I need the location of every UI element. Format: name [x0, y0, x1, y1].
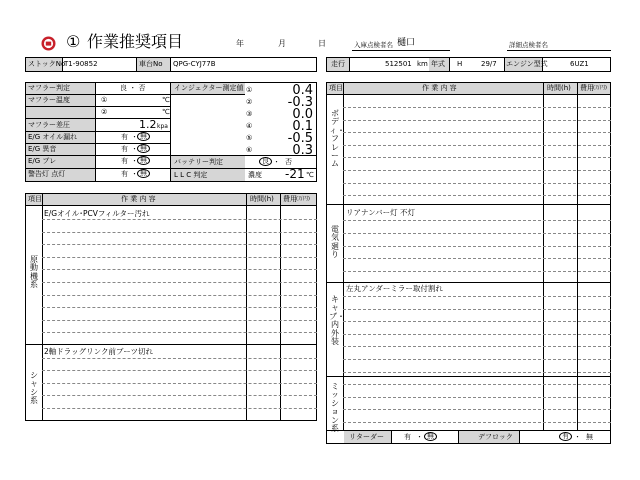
- injector-value-1[interactable]: 0.4: [292, 83, 313, 98]
- detail-inspector-label: 詳細点検者名: [509, 41, 548, 49]
- page-title: 作業推奨項目: [87, 32, 184, 51]
- left-entry-engine-1[interactable]: E/Gオイル･PCVフィルター汚れ: [44, 209, 150, 218]
- mileage-label: 走行: [331, 60, 345, 68]
- muffler-diff-unit: kpa: [157, 123, 168, 130]
- left-entry-chassis-1[interactable]: 2軸ドラッグリンク前ブーツ切れ: [44, 347, 153, 356]
- retarder-label: リターダー: [349, 433, 384, 441]
- day-label: 日: [318, 39, 326, 48]
- right-col-work: 作 業 内 容: [422, 84, 457, 92]
- right-entry-cab-1[interactable]: 左丸アンダーミラー取付割れ: [346, 284, 443, 293]
- muffler-temp-unit-2: ℃: [162, 108, 170, 116]
- chassis-label: 車台No: [139, 60, 163, 68]
- right-col-cost: 費用: [580, 84, 594, 92]
- left-col-cost: 費用: [283, 195, 297, 203]
- battery-label: バッテリー判定: [174, 158, 223, 166]
- right-col-time: 時間(h): [547, 84, 571, 92]
- right-col-item: 項目: [329, 84, 343, 92]
- muffler-temp-num-2: ②: [101, 108, 108, 116]
- injector-value-6[interactable]: 0.3: [292, 143, 313, 158]
- injector-num-3: ③: [246, 110, 253, 118]
- injector-value-3[interactable]: 0.0: [292, 107, 313, 122]
- injector-num-5: ⑤: [246, 134, 253, 142]
- warning-light-label: 警告灯 点灯: [28, 170, 66, 178]
- diff-lock-no[interactable]: 無: [586, 433, 593, 441]
- retarder-yes[interactable]: 有: [404, 433, 411, 441]
- engine-label: エンジン型式: [506, 60, 548, 68]
- retarder-no[interactable]: 無: [424, 432, 437, 441]
- injector-value-2[interactable]: -0.3: [287, 95, 313, 110]
- injector-num-2: ②: [246, 98, 253, 106]
- title-number: ①: [66, 32, 81, 51]
- year-label: 年: [236, 39, 244, 48]
- vibration-yes[interactable]: 有: [121, 157, 128, 165]
- mileage-unit: km: [417, 60, 428, 68]
- noise-label: E/G 異音: [28, 145, 57, 153]
- battery-good[interactable]: 良: [259, 157, 272, 166]
- oil-leak-yes[interactable]: 有: [121, 133, 128, 141]
- left-col-item: 項目: [28, 195, 42, 203]
- model-year-value[interactable]: 29/7: [481, 60, 497, 68]
- section-body-frame: ボディ・フレーム: [329, 109, 345, 169]
- stock-label: ストックNo: [28, 60, 66, 68]
- oil-leak-label: E/G オイル漏れ: [28, 133, 78, 141]
- muffler-diff-value[interactable]: 1.2: [139, 118, 157, 131]
- left-col-work: 作 業 内 容: [121, 195, 156, 203]
- engine-value[interactable]: 6UZ1: [570, 60, 589, 68]
- injector-num-6: ⑥: [246, 146, 253, 154]
- month-label: 月: [278, 39, 286, 48]
- section-cab: キャブ・内外装: [329, 295, 345, 346]
- inspector-name[interactable]: 樋口: [397, 38, 416, 48]
- llc-label: L L C 判定: [174, 171, 208, 179]
- left-col-time: 時間(h): [250, 195, 274, 203]
- model-year-label: 年式: [431, 60, 445, 68]
- battery-bad[interactable]: 否: [285, 158, 292, 166]
- era-label: H: [457, 60, 463, 68]
- vibration-label: E/G ブレ: [28, 157, 57, 165]
- llc-unit: ℃: [306, 171, 314, 179]
- diff-lock-yes[interactable]: 有: [559, 432, 572, 441]
- section-transmission: ミッション系: [331, 382, 339, 433]
- vibration-no[interactable]: 無: [137, 156, 150, 165]
- llc-concentration-label: 濃度: [248, 171, 262, 179]
- noise-no[interactable]: 無: [137, 144, 150, 153]
- stock-number[interactable]: T1-90852: [64, 60, 98, 68]
- muffler-judge-label: マフラー判定: [28, 84, 70, 92]
- injector-num-4: ④: [246, 122, 253, 130]
- section-chassis: シャシ系: [30, 371, 38, 406]
- injector-num-1: ①: [246, 86, 253, 94]
- diff-lock-label: デフロック: [478, 433, 513, 441]
- warning-light-yes[interactable]: 有: [121, 170, 128, 178]
- mileage-value[interactable]: 512501: [385, 60, 412, 68]
- injector-value-4[interactable]: 0.1: [292, 119, 313, 134]
- oil-leak-no[interactable]: 無: [137, 132, 150, 141]
- injector-value-5[interactable]: -0.5: [287, 131, 313, 146]
- muffler-temp-num-1: ①: [101, 96, 108, 104]
- noise-yes[interactable]: 有: [121, 145, 128, 153]
- llc-value[interactable]: -21: [285, 167, 305, 181]
- right-col-cost-unit: (万円): [593, 85, 607, 91]
- company-logo-icon: [41, 36, 56, 51]
- muffler-temp-unit-1: ℃: [162, 96, 170, 104]
- section-electrical: 電気廻り: [331, 225, 339, 260]
- muffler-judge-options[interactable]: 良 ・ 否: [120, 84, 146, 92]
- chassis-number[interactable]: QPG-CYJ77B: [173, 60, 216, 68]
- muffler-temp-label: マフラー温度: [28, 96, 70, 104]
- warning-light-no[interactable]: 無: [137, 169, 150, 178]
- left-col-cost-unit: (万円): [296, 196, 310, 202]
- inspector-label: 入庫点検者名: [354, 41, 393, 49]
- right-entry-electrical-1[interactable]: リアナンバー灯 不灯: [346, 208, 415, 217]
- injector-label: インジェクター測定値: [174, 84, 244, 92]
- muffler-diff-label: マフラー差圧: [28, 121, 70, 129]
- section-engine: 原動機系: [30, 255, 38, 290]
